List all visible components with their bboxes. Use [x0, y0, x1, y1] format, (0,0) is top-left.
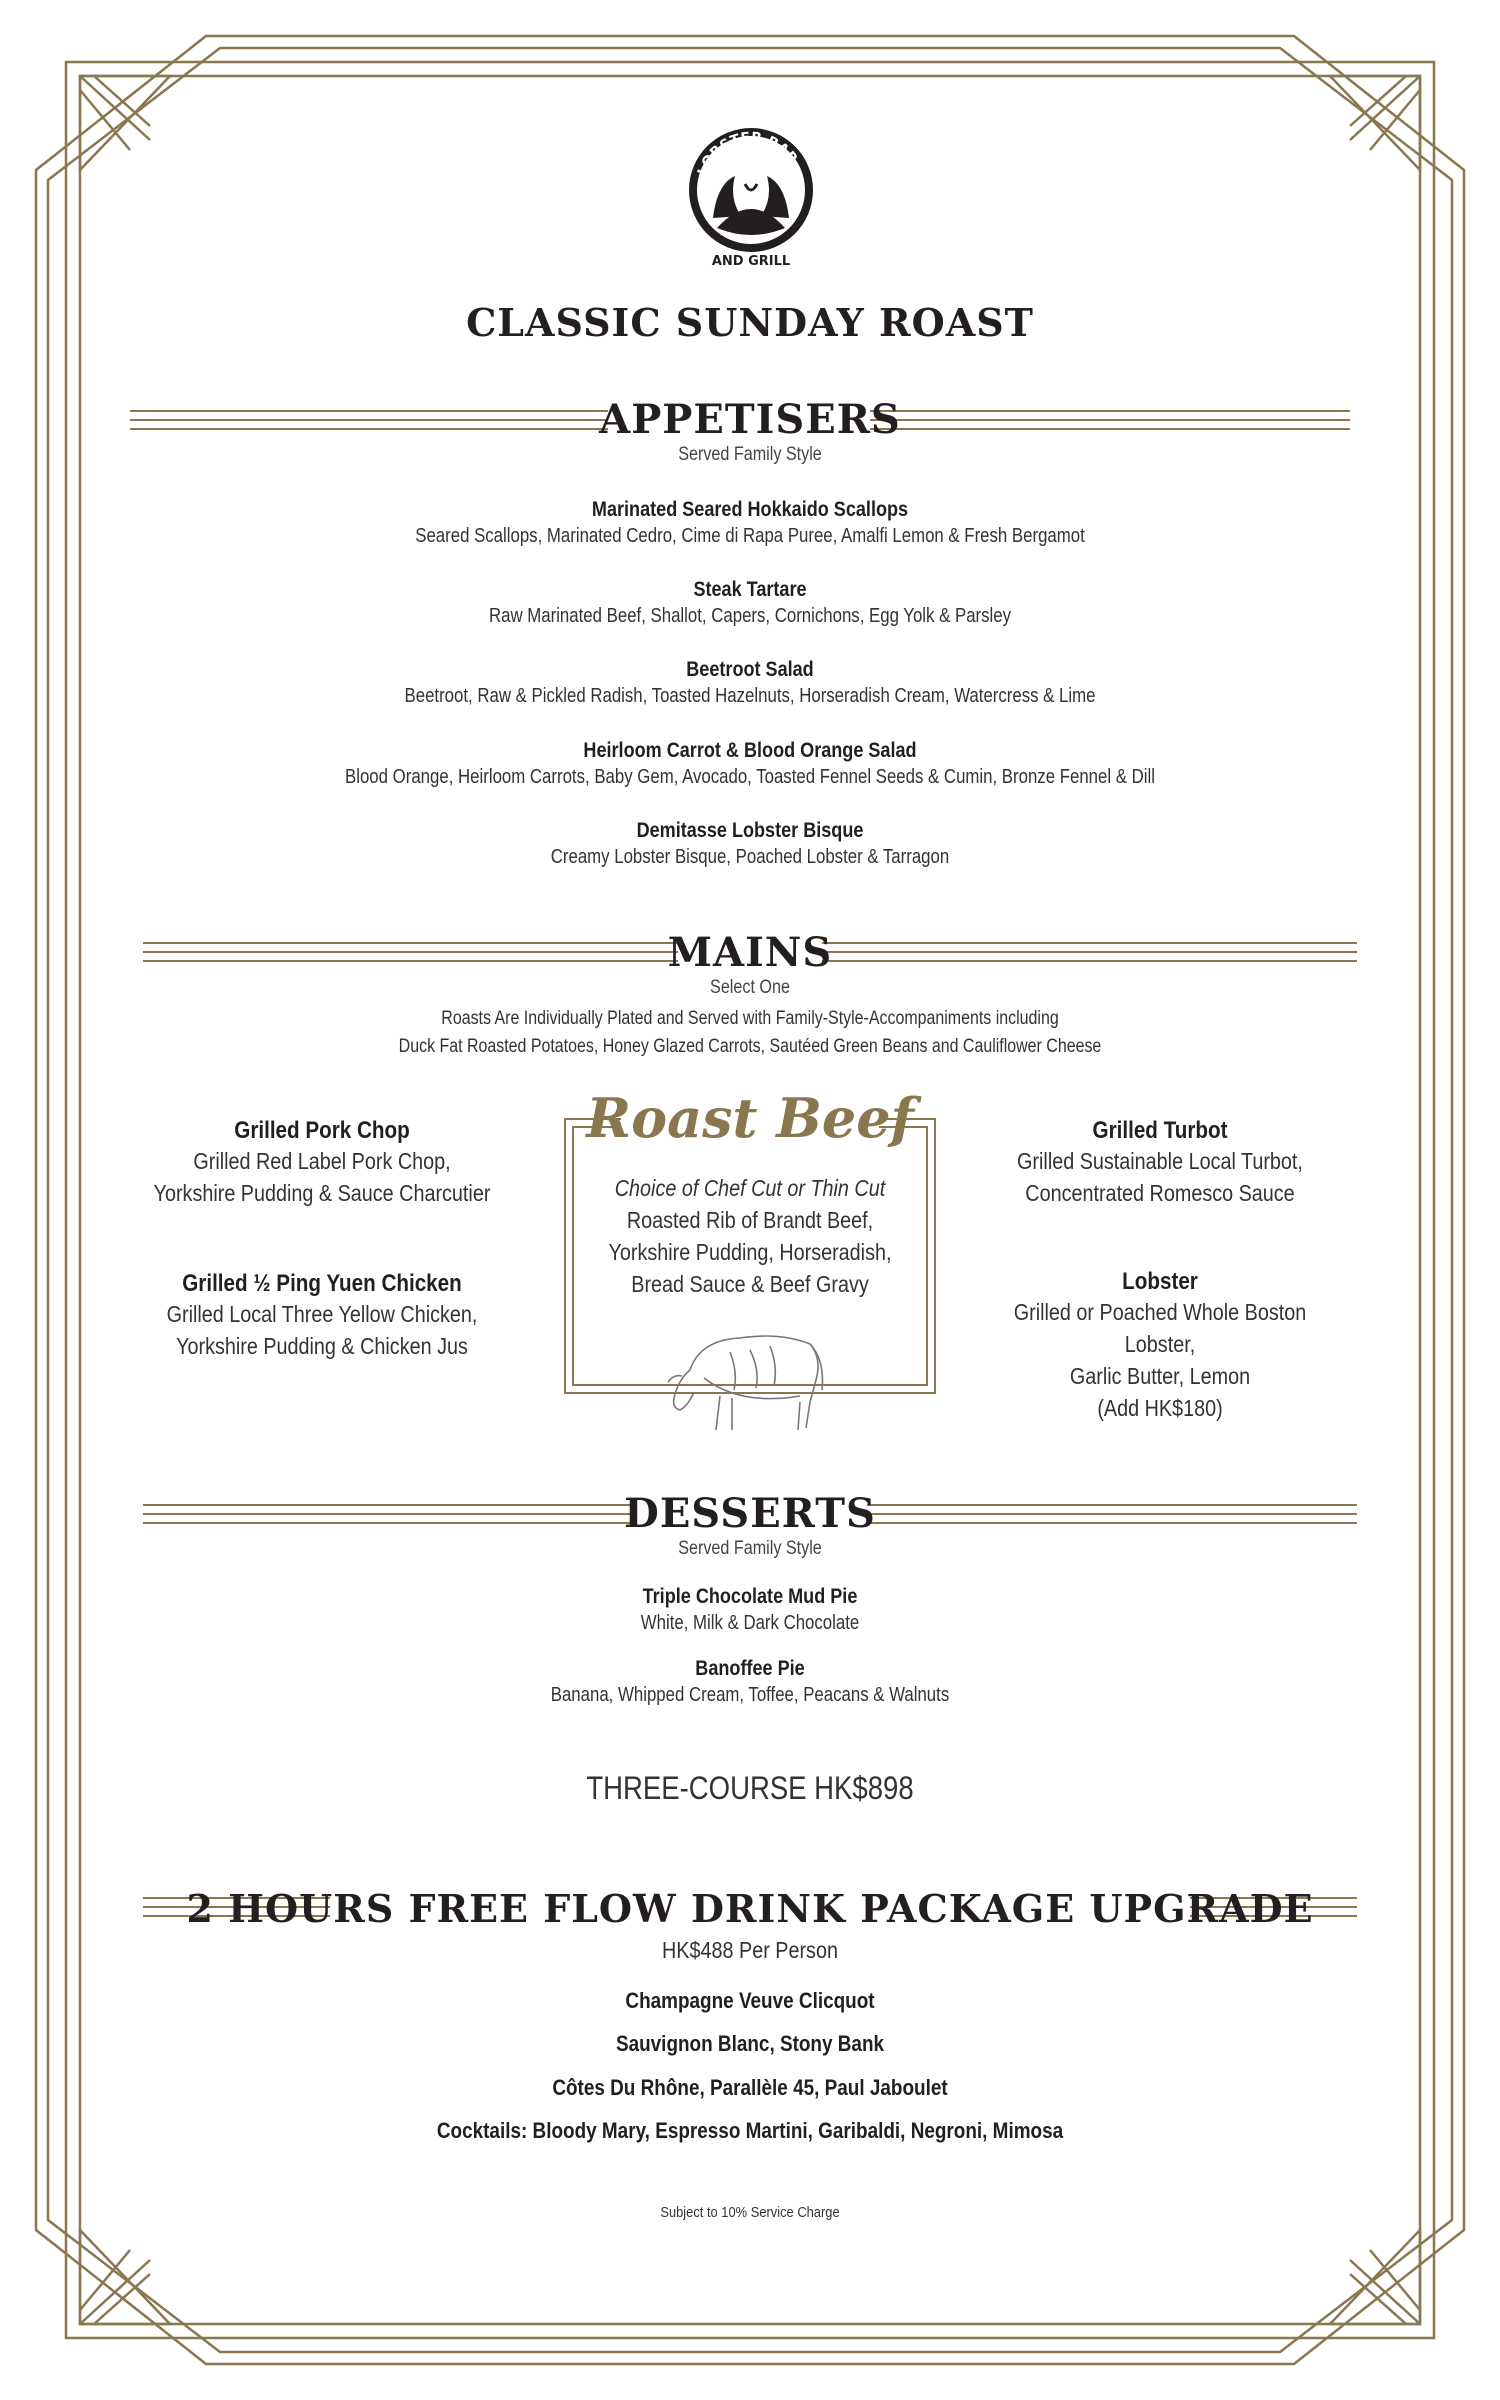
lobster-bar-logo: [683, 120, 819, 270]
desserts-subtitle: Served Family Style: [678, 1538, 822, 1559]
roast-beef-line: Yorkshire Pudding, Horseradish,: [608, 1239, 892, 1265]
mains-title: MAINS: [667, 929, 833, 976]
drink-package-price: HK$488 Per Person: [662, 1937, 838, 1963]
roast-beef-line: Roasted Rib of Brandt Beef,: [626, 1207, 874, 1233]
appetiser-desc: Beetroot, Raw & Pickled Radish, Toasted Hazelnuts, Horseradish Cream, Watercress & Lime: [404, 685, 1096, 707]
service-charge-note: Subject to 10% Service Charge: [660, 2204, 840, 2221]
main-item-name: Grilled ½ Ping Yuen Chicken: [182, 1270, 462, 1297]
appetiser-name: Steak Tartare: [693, 578, 807, 601]
main-item-left: [122, 1117, 522, 1209]
main-item-name: Grilled Pork Chop: [234, 1117, 410, 1144]
drink-item: Champagne Veuve Clicquot: [625, 1988, 875, 2013]
desserts-heading: [0, 1492, 1500, 1560]
appetiser-item: [0, 658, 1500, 708]
svg-text:AND GRILL: AND GRILL: [711, 254, 791, 269]
dessert-name: Banoffee Pie: [695, 1657, 805, 1680]
main-item-right: [960, 1117, 1360, 1209]
dessert-name: Triple Chocolate Mud Pie: [642, 1585, 858, 1608]
main-item-desc: Grilled Local Three Yellow Chicken,: [166, 1301, 478, 1327]
roast-beef-desc: [561, 1172, 939, 1300]
main-item-desc: Grilled Red Label Pork Chop,: [193, 1148, 451, 1174]
appetisers-subtitle: Served Family Style: [678, 444, 822, 465]
dessert-item: [0, 1657, 1500, 1707]
main-item-desc: (Add HK$180): [1097, 1395, 1223, 1421]
mains-note-line2: Duck Fat Roasted Potatoes, Honey Glazed Carrots, Sautéed Green Beans and Cauliflower Cheese: [398, 1036, 1102, 1057]
main-item-name: Grilled Turbot: [1092, 1117, 1228, 1144]
main-item-desc: Garlic Butter, Lemon: [1069, 1363, 1251, 1389]
three-course-price: THREE-COURSE HK$898: [586, 1770, 914, 1806]
appetiser-item: [0, 578, 1500, 628]
mains-subtitle: Select One: [710, 977, 790, 998]
appetiser-name: Marinated Seared Hokkaido Scallops: [591, 498, 909, 521]
dessert-desc: White, Milk & Dark Chocolate: [640, 1612, 860, 1634]
main-item-left: [122, 1270, 522, 1362]
main-item-desc: Yorkshire Pudding & Chicken Jus: [176, 1333, 468, 1359]
main-item-desc: Yorkshire Pudding & Sauce Charcutier: [153, 1180, 491, 1206]
main-item-desc: Grilled or Poached Whole Boston Lobster,: [1013, 1299, 1307, 1357]
appetiser-desc: Seared Scallops, Marinated Cedro, Cime di Rapa Puree, Amalfi Lemon & Fresh Bergamot: [415, 525, 1085, 547]
mains-note-line1: Roasts Are Individually Plated and Served with Family-Style-Accompaniments including: [441, 1008, 1059, 1029]
appetiser-desc: Blood Orange, Heirloom Carrots, Baby Gem, Avocado, Toasted Fennel Seeds & Cumin, Bronze Fennel & Dill: [345, 766, 1155, 788]
appetisers-title: APPETISERS: [599, 396, 901, 443]
roast-beef-line: Choice of Chef Cut or Thin Cut: [614, 1175, 886, 1201]
mains-heading: [0, 931, 1500, 999]
drink-item: Cocktails: Bloody Mary, Espresso Martini, Garibaldi, Negroni, Mimosa: [436, 2118, 1064, 2143]
appetisers-heading: [0, 398, 1500, 466]
appetiser-item: [0, 819, 1500, 869]
roast-beef-title: Roast Beef: [586, 1086, 914, 1150]
desserts-title: DESSERTS: [624, 1490, 876, 1537]
roast-beef-line: Bread Sauce & Beef Gravy: [631, 1271, 869, 1297]
main-item-name: Lobster: [1122, 1268, 1198, 1295]
cow-illustration: [660, 1310, 830, 1440]
drink-package-heading: 2 HOURS FREE FLOW DRINK PACKAGE UPGRADE: [186, 1886, 1314, 1931]
appetiser-desc: Raw Marinated Beef, Shallot, Capers, Cornichons, Egg Yolk & Parsley: [488, 605, 1012, 627]
appetiser-name: Heirloom Carrot & Blood Orange Salad: [583, 739, 917, 762]
drink-item: Sauvignon Blanc, Stony Bank: [615, 2031, 885, 2056]
appetiser-name: Beetroot Salad: [686, 658, 814, 681]
appetiser-desc: Creamy Lobster Bisque, Poached Lobster & Tarragon: [550, 846, 950, 868]
dessert-desc: Banana, Whipped Cream, Toffee, Peacans & Walnuts: [550, 1684, 950, 1706]
dessert-item: [0, 1585, 1500, 1635]
svg-text:LOBSTER BAR: LOBSTER BAR: [694, 129, 801, 178]
main-item-right: [960, 1268, 1360, 1424]
appetiser-item: [0, 739, 1500, 789]
menu-title: CLASSIC SUNDAY ROAST: [466, 300, 1034, 345]
drink-item: Côtes Du Rhône, Parallèle 45, Paul Jaboulet: [552, 2075, 948, 2100]
appetiser-name: Demitasse Lobster Bisque: [636, 819, 864, 842]
main-item-desc: Concentrated Romesco Sauce: [1025, 1180, 1295, 1206]
main-item-desc: Grilled Sustainable Local Turbot,: [1017, 1148, 1303, 1174]
appetiser-item: [0, 498, 1500, 548]
